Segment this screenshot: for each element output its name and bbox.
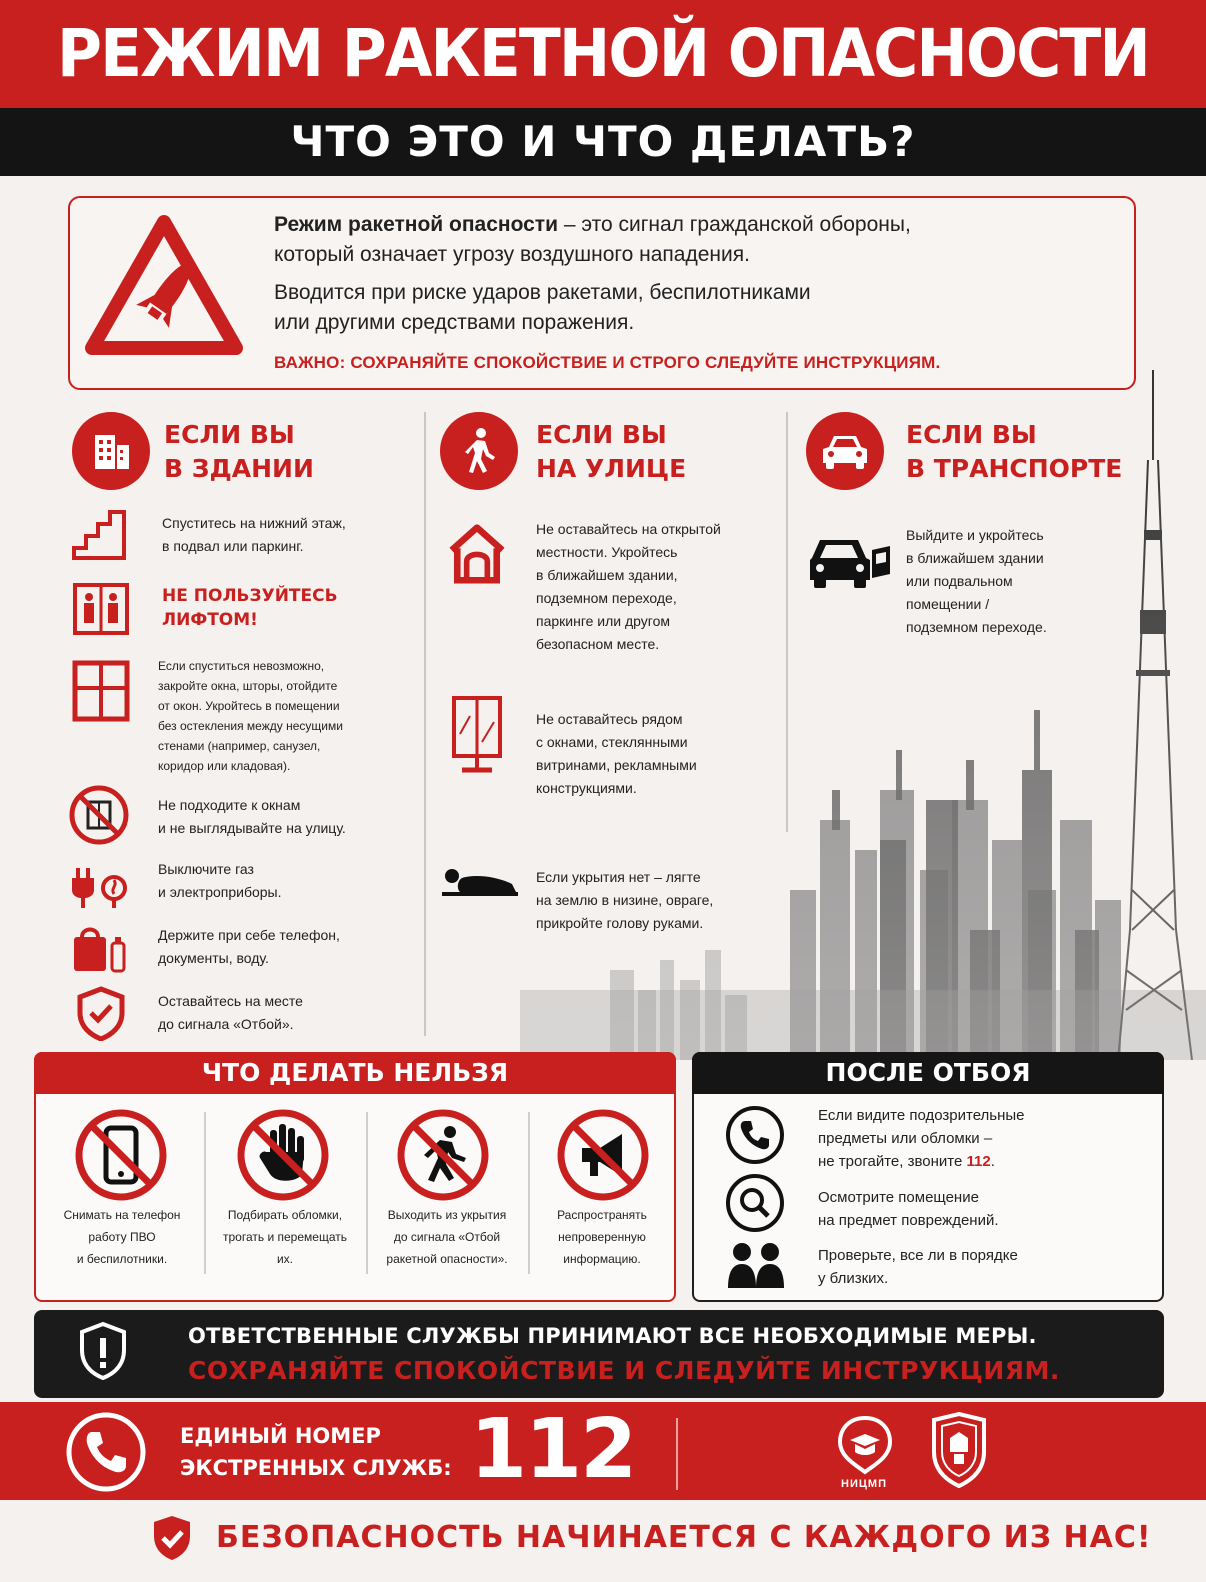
services-line-1: ОТВЕТСТВЕННЫЕ СЛУЖБЫ ПРИНИМАЮТ ВСЕ НЕОБХОДИМЫЕ МЕРЫ. <box>188 1324 1037 1348</box>
plug-gas-icon <box>68 856 130 918</box>
intro-line-3: Вводится при риске ударов ракетами, беспилотниками <box>274 281 811 304</box>
building-item-1: Спуститесь на нижний этаж, в подвал или паркинг. <box>162 515 346 554</box>
no-phone-icon <box>74 1108 168 1202</box>
no-megaphone-icon <box>556 1108 650 1202</box>
poster-title: РЕЖИМ РАКЕТНОЙ ОПАСНОСТИ <box>57 15 1149 92</box>
building-title-1: ЕСЛИ ВЫ <box>164 420 295 449</box>
building-icon <box>72 412 150 490</box>
transport-title-2: В ТРАНСПОРТЕ <box>906 454 1123 483</box>
building-item-4: Не подходите к окнам и не выглядывайте на улицу. <box>158 797 346 836</box>
intro-line-4: или другими средствами поражения. <box>274 311 635 334</box>
transport-title-1: ЕСЛИ ВЫ <box>906 420 1037 449</box>
phone-icon <box>724 1104 786 1166</box>
intro-line-2: который означает угрозу воздушного нападения. <box>274 243 750 266</box>
shelter-icon <box>446 522 508 584</box>
footer-slogan: БЕЗОПАСНОСТЬ НАЧИНАЕТСЯ С КАЖДОГО ИЗ НАС! <box>216 1520 1152 1555</box>
column-divider <box>424 412 426 1036</box>
shield-check-icon <box>70 982 132 1044</box>
street-title-1: ЕСЛИ ВЫ <box>536 420 667 449</box>
street-item-1: Не оставайтесь на открытой местности. Укройтесь в ближайшем здании, подземном переходе, паркинге или другом безопасном месте. <box>536 521 721 652</box>
forbidden-item-4: Распространять непроверенную информацию. <box>557 1208 647 1266</box>
after-title: ПОСЛЕ ОТБОЯ <box>692 1052 1164 1094</box>
building-item-5: Выключите газ и электроприборы. <box>158 861 282 900</box>
bag-icon <box>68 918 130 980</box>
window-icon <box>70 660 132 722</box>
footer-divider <box>676 1418 678 1490</box>
people-icon <box>726 1240 786 1290</box>
car-icon <box>806 412 884 490</box>
missile-warning-icon <box>84 212 244 362</box>
emergency-number: 112 <box>470 1402 636 1497</box>
after-item-3: Проверьте, все ли в порядке у близких. <box>818 1247 1018 1287</box>
building-item-7: Оставайтесь на месте до сигнала «Отбой». <box>158 993 303 1032</box>
column-divider <box>786 412 788 832</box>
no-hand-icon <box>236 1108 330 1202</box>
services-line-2: СОХРАНЯЙТЕ СПОКОЙСТВИЕ И СЛЕДУЙТЕ ИНСТРУКЦИЯМ. <box>188 1356 1060 1385</box>
street-title-2: НА УЛИЦЕ <box>536 454 687 483</box>
forbidden-item-1: Снимать на телефон работу ПВО и беспилотники. <box>63 1208 181 1266</box>
after-item-2: Осмотрите помещение на предмет повреждений. <box>818 1189 999 1229</box>
street-item-2: Не оставайтесь рядом с окнами, стеклянными витринами, рекламными конструкциями. <box>536 711 697 796</box>
nicmp-logo-text: НИЦМП <box>841 1478 887 1490</box>
building-item-2: НЕ ПОЛЬЗУЙТЕСЬ ЛИФТОМ! <box>162 586 338 630</box>
lying-person-icon <box>440 866 520 900</box>
transport-item-1: Выйдите и укройтесь в ближайшем здании или подвальном помещении / подземном переходе. <box>906 527 1047 635</box>
forbidden-item-3: Выходить из укрытия до сигнала «Отбой ракетной опасности». <box>386 1208 508 1266</box>
shop-window-icon <box>446 694 508 778</box>
no-running-icon <box>396 1108 490 1202</box>
elevator-icon <box>70 578 132 640</box>
building-item-6: Держите при себе телефон, документы, воду. <box>158 927 340 966</box>
intro-important: ВАЖНО: СОХРАНЯЙТЕ СПОКОЙСТВИЕ И СТРОГО СЛЕДУЙТЕ ИНСТРУКЦИЯМ. <box>274 353 941 372</box>
magnifier-icon <box>724 1172 786 1234</box>
shield-exclamation-icon <box>76 1320 130 1382</box>
car-door-icon <box>806 530 892 592</box>
stairs-icon <box>68 504 130 566</box>
shield-check-icon <box>150 1514 194 1562</box>
no-window-icon <box>68 784 130 846</box>
forbidden-item-2: Подбирать обломки, трогать и перемещать их. <box>223 1208 347 1266</box>
building-item-3: Если спуститься невозможно, закройте окна, шторы, отойдите от окон. Укройтесь в помещении без остекления между несущими стенами (например, санузел, коридор или кладовая). <box>158 659 343 773</box>
forbidden-title: ЧТО ДЕЛАТЬ НЕЛЬЗЯ <box>34 1052 676 1094</box>
intro-line-1: Режим ракетной опасности – это сигнал гражданской обороны, <box>274 213 911 236</box>
nicmp-logo-icon <box>834 1414 896 1476</box>
building-title-2: В ЗДАНИИ <box>164 454 314 483</box>
walking-person-icon <box>440 412 518 490</box>
after-item-1: Если видите подозрительные предметы или обломки – не трогайте, звоните 112. <box>818 1107 1025 1170</box>
emblem-shield-icon <box>928 1412 990 1488</box>
street-item-3: Если укрытия нет – лягте на землю в низине, овраге, прикройте голову руками. <box>536 869 714 931</box>
footer-label: ЕДИНЫЙ НОМЕР ЭКСТРЕННЫХ СЛУЖБ: <box>180 1424 452 1480</box>
poster-subtitle: ЧТО ЭТО И ЧТО ДЕЛАТЬ? <box>290 117 916 166</box>
emergency-phone-icon <box>64 1410 148 1494</box>
